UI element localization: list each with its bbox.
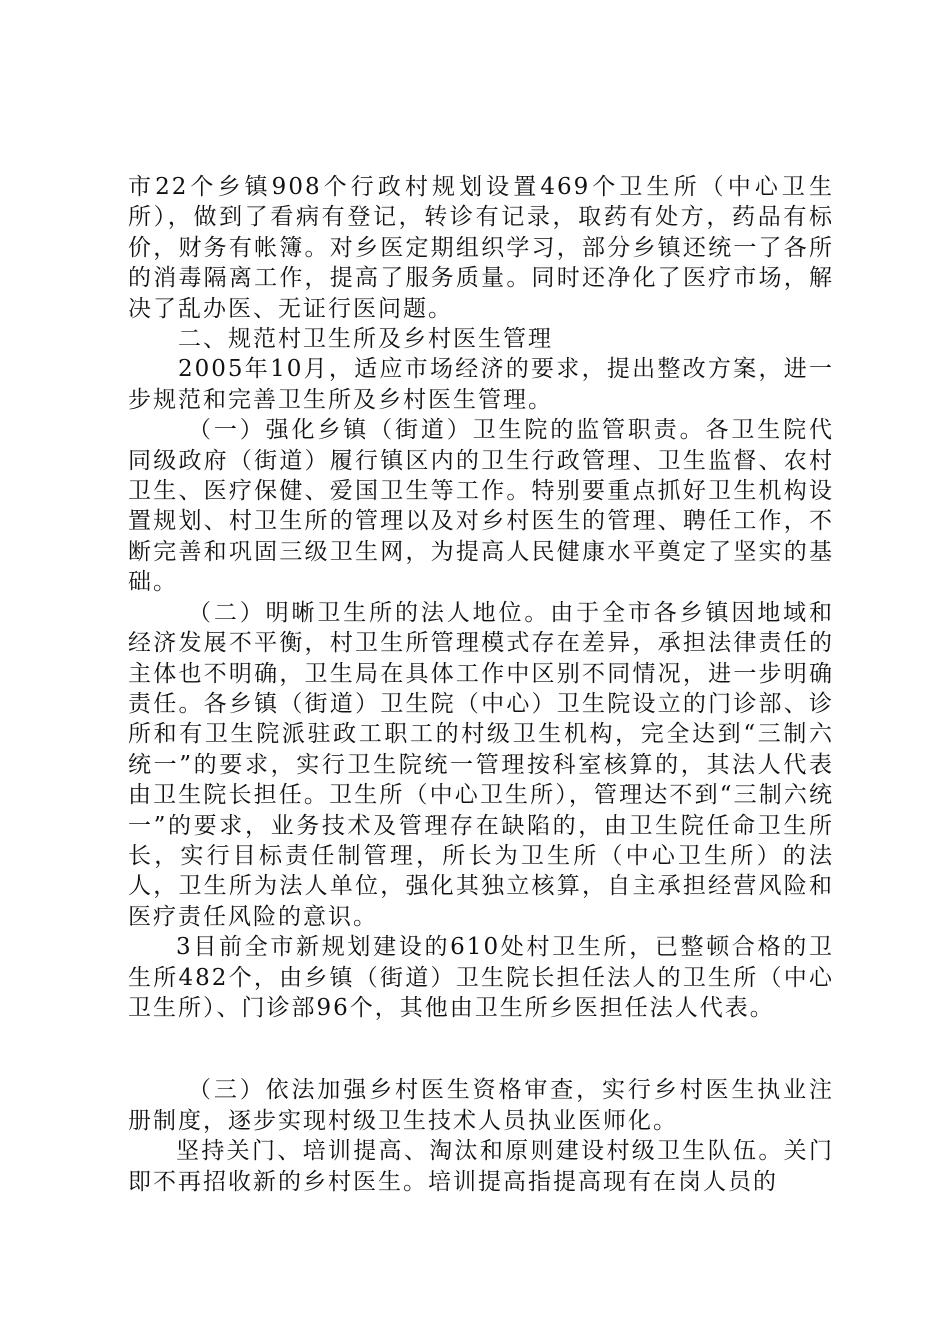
paragraph-gap [128,1023,834,1075]
section-heading-2: 二、规范村卫生所及乡村医生管理 [178,326,553,353]
paragraph-clinic-stats: 3目前全市新规划建设的610处村卫生所，已整顿合格的卫生所482个，由乡镇（街道）卫生院长担任法人的卫生所（中心卫生所）、门诊部96个，其他由卫生所乡医担任法人代表。 [128,934,834,1021]
paragraph-item-1: （一）强化乡镇（街道）卫生院的监管职责。各卫生院代同级政府（街道）履行镇区内的卫生行政管理、卫生监督、农村卫生、医疗保健、爱国卫生等工作。特别要重点抓好卫生机构设置规划、村卫生所的管理以及对乡村医生的管理、聘任工作，不断完善和巩固三级卫生网，为提高人民健康水平奠定了坚实的基础。 [128,417,834,596]
paragraph-item-3: （三）依法加强乡村医生资格审查，实行乡村医生执业注册制度，逐步实现村级卫生技术人员执业医师化。 [128,1077,834,1134]
paragraph-reform-2005: 2005年10月，适应市场经济的要求，提出整改方案，进一步规范和完善卫生所及乡村医生管理。 [128,356,834,413]
document-body [128,172,834,1197]
paragraph-clinic-planning: 市22个乡镇908个行政村规划设置469个卫生所（中心卫生所），做到了看病有登记，转诊有记录，取药有处方，药品有标价，财务有帐簿。对乡医定期组织学习，部分乡镇还统一了各所的消毒隔离工作，提高了服务质量。同时还净化了医疗市场，解决了乱办医、无证行医问题。 [128,174,834,322]
paragraph-item-2: （二）明晰卫生所的法人地位。由于全市各乡镇因地域和经济发展不平衡，村卫生所管理模式存在差异，承担法律责任的主体也不明确，卫生局在具体工作中区别不同情况，进一步明确责任。各乡镇（街道）卫生院（中心）卫生院设立的门诊部、诊所和有卫生院派驻政工职工的村级卫生机构，完全达到“三制六统一”的要求，实行卫生院统一管理按科室核算的，其法人代表由卫生院长担任。卫生所（中心卫生所），管理达不到“三制六统一”的要求，业务技术及管理存在缺陷的，由卫生院任命卫生所长，实行目标责任制管理，所长为卫生所（中心卫生所）的法人，卫生所为法人单位，强化其独立核算，自主承担经营风险和医疗责任风险的意识。 [128,599,834,930]
paragraph-workforce: 坚持关门、培训提高、淘汰和原则建设村级卫生队伍。关门即不再招收新的乡村医生。培训提高指提高现有在岗人员的 [128,1138,834,1195]
